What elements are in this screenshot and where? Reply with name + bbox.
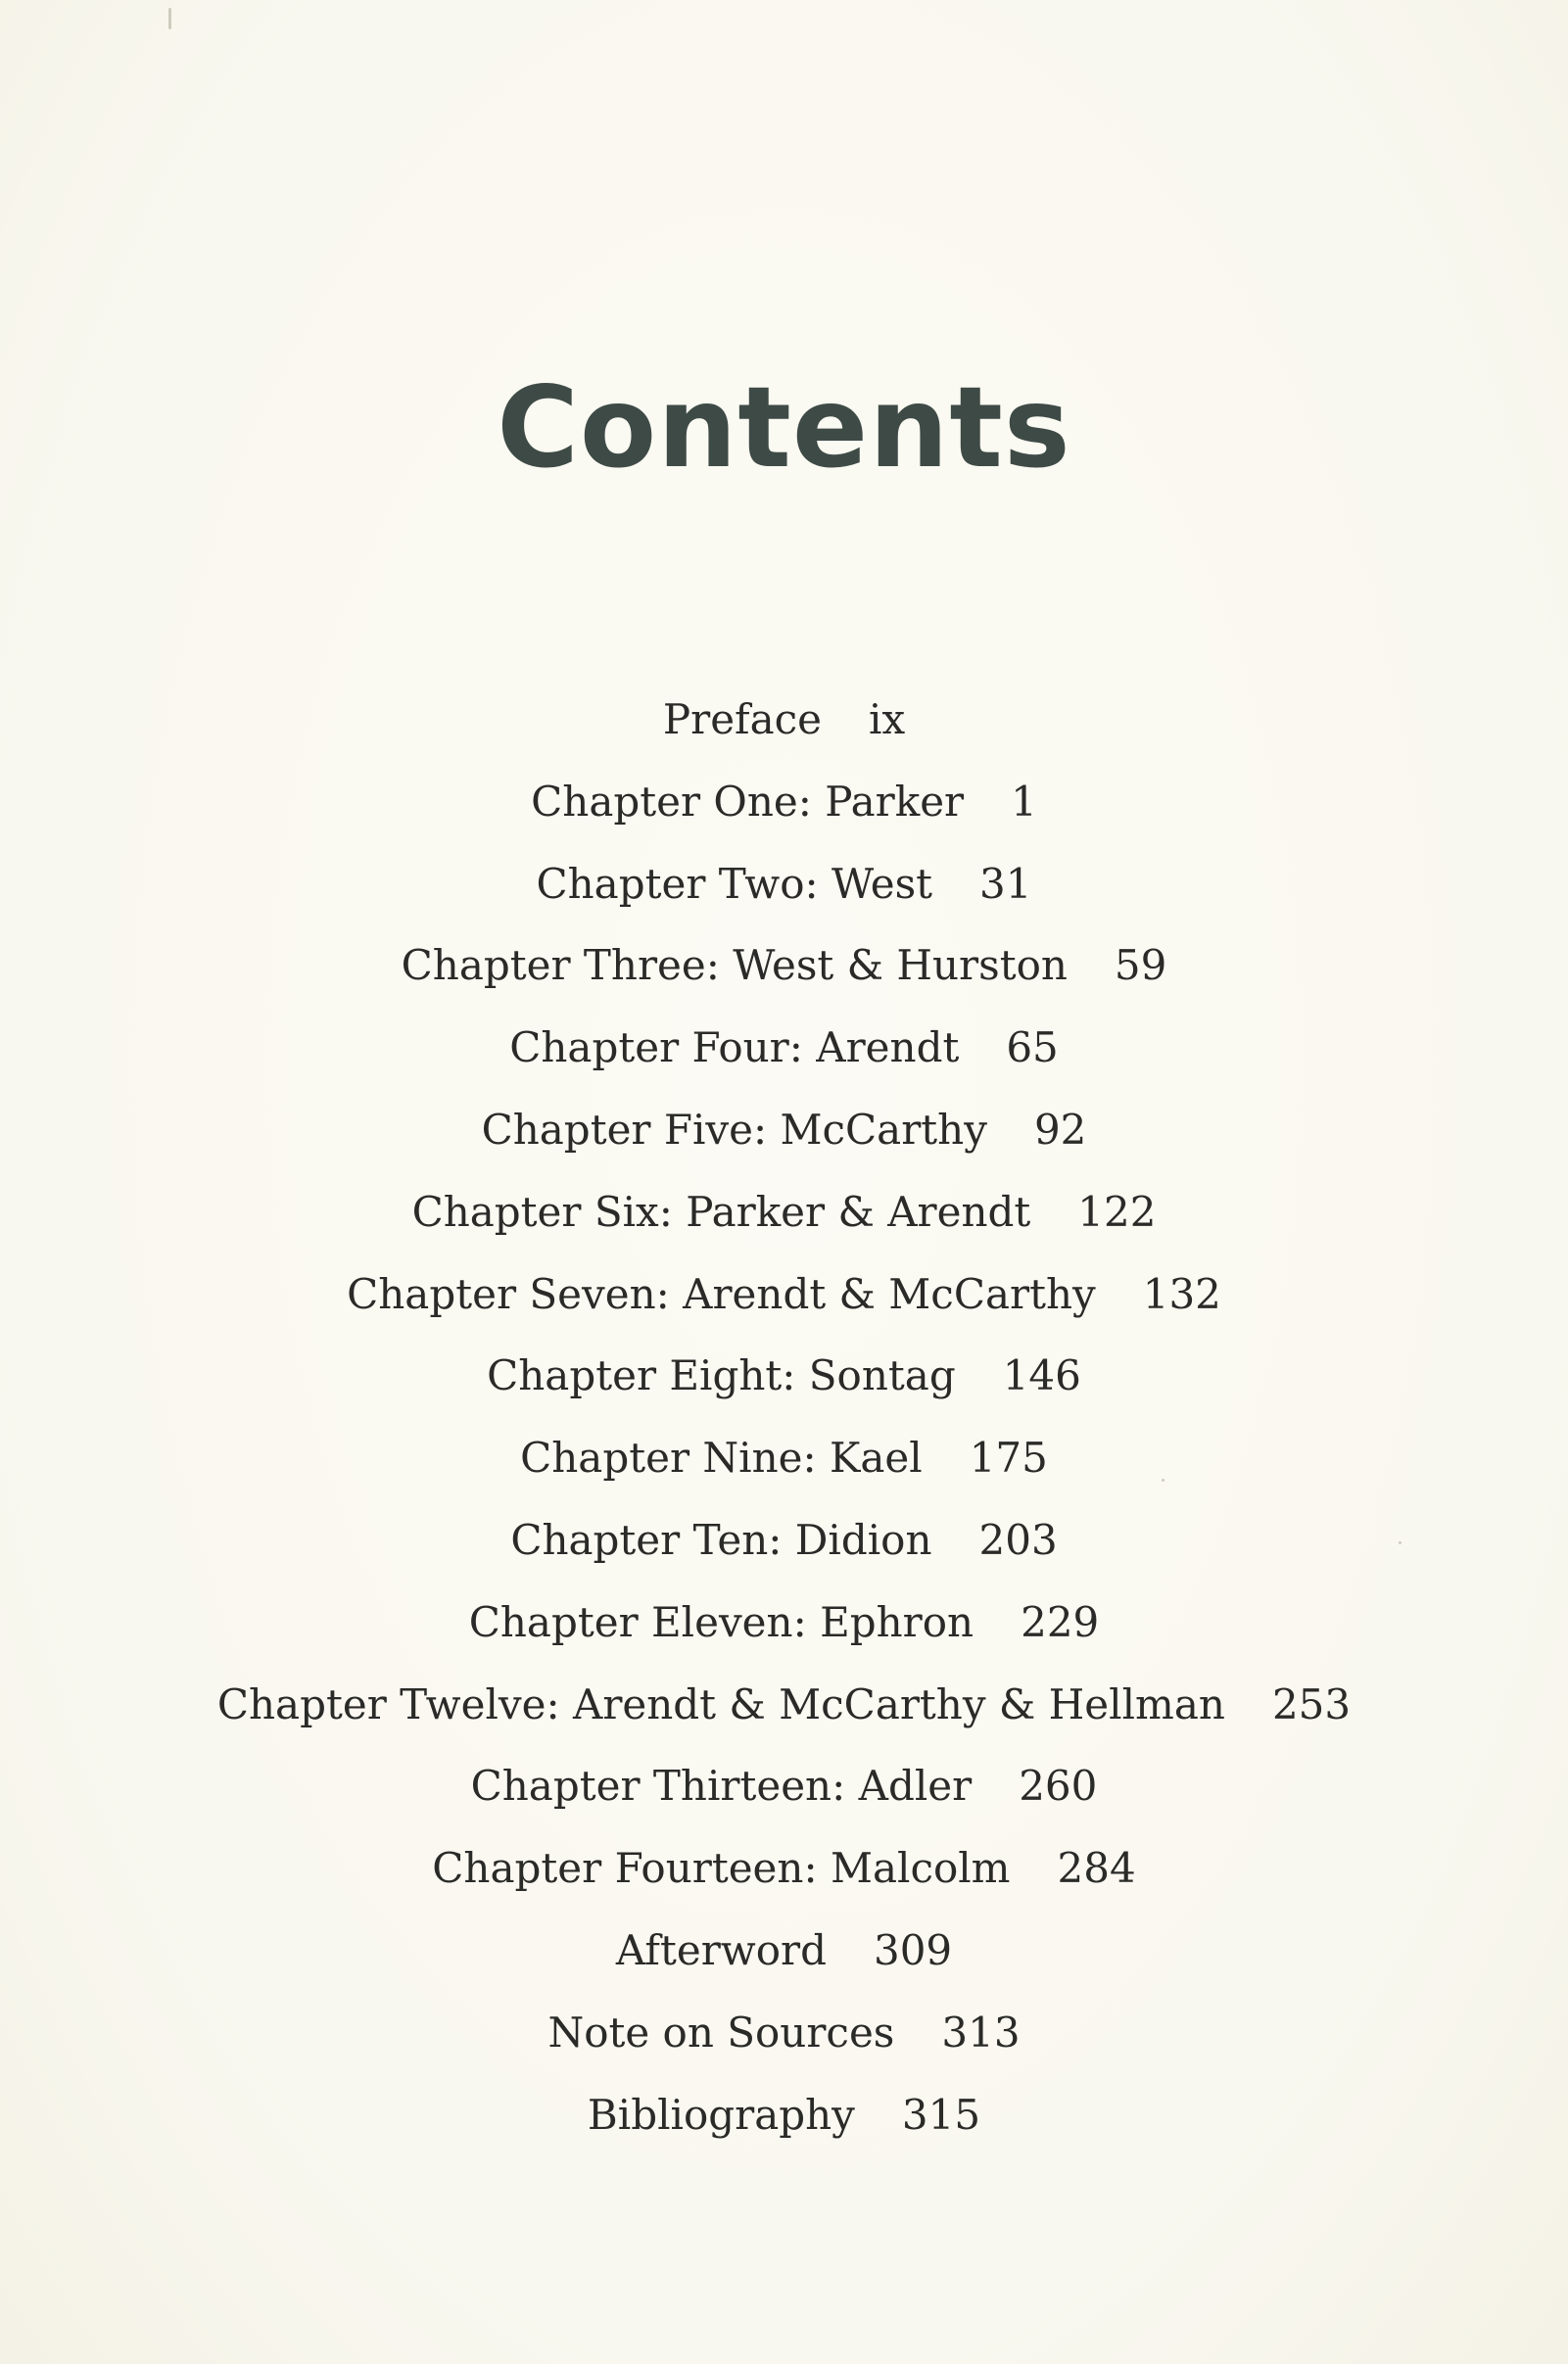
toc-entry-title: Chapter Nine: Kael xyxy=(520,1434,923,1483)
toc-entry-page: 122 xyxy=(1077,1187,1157,1236)
toc-entry-page: 253 xyxy=(1271,1679,1352,1728)
toc-entry-page: 260 xyxy=(1019,1762,1098,1811)
toc-entry-page: 229 xyxy=(1021,1597,1100,1646)
toc-entry xyxy=(0,1270,1568,1352)
toc-entry-title: Preface xyxy=(662,695,823,743)
toc-entry-page: 146 xyxy=(1002,1351,1081,1400)
toc-entry-page: 31 xyxy=(979,859,1032,908)
toc-entry-page: 59 xyxy=(1114,941,1167,990)
toc-entry-title: Chapter One: Parker xyxy=(531,777,965,826)
toc-entry-title: Chapter Six: Parker & Arendt xyxy=(411,1187,1031,1236)
toc-entry-title: Note on Sources xyxy=(547,2008,895,2057)
toc-entry-title: Chapter Seven: Arendt & McCarthy xyxy=(347,1269,1096,1318)
toc-entry xyxy=(0,1926,1568,2009)
toc-entry-page: 1 xyxy=(1011,777,1037,826)
toc-entry xyxy=(0,941,1568,1023)
toc-entry-title: Chapter Thirteen: Adler xyxy=(470,1762,973,1811)
toc-entry xyxy=(0,1680,1568,1763)
toc-entry-page: 315 xyxy=(901,2090,981,2139)
toc-entry-title: Chapter Three: West & Hurston xyxy=(401,941,1068,990)
paper-speck xyxy=(168,8,171,29)
toc-entry-title: Chapter Four: Arendt xyxy=(509,1023,960,1072)
toc-entry xyxy=(0,2091,1568,2173)
toc-entry-page: 284 xyxy=(1057,1844,1136,1893)
toc-entry-title: Bibliography xyxy=(587,2090,855,2139)
toc-entry xyxy=(0,1106,1568,1188)
toc-entry-page: 65 xyxy=(1006,1023,1059,1072)
toc-entry-page: 132 xyxy=(1142,1269,1221,1318)
toc-entry-title: Chapter Five: McCarthy xyxy=(481,1105,987,1154)
toc-entry xyxy=(0,778,1568,860)
toc-entry xyxy=(0,1762,1568,1844)
toc-entry-title: Chapter Eight: Sontag xyxy=(487,1351,956,1400)
toc-entry xyxy=(0,1351,1568,1434)
toc-entry xyxy=(0,1023,1568,1106)
toc-entry-page: 313 xyxy=(941,2008,1021,2057)
toc-entry-page: ix xyxy=(869,695,906,743)
toc-entry-title: Chapter Ten: Didion xyxy=(510,1515,932,1564)
toc-entry-page: 203 xyxy=(978,1515,1058,1564)
toc-entry xyxy=(0,695,1568,778)
toc-entry xyxy=(0,1516,1568,1598)
toc-entry xyxy=(0,1844,1568,1926)
toc-entry-title: Chapter Eleven: Ephron xyxy=(468,1597,974,1646)
toc-entry-page: 309 xyxy=(873,1925,953,1974)
toc-entry xyxy=(0,2009,1568,2091)
toc-entry xyxy=(0,1188,1568,1270)
toc-entry-page: 175 xyxy=(969,1434,1048,1483)
toc-entry xyxy=(0,1598,1568,1680)
toc-entry xyxy=(0,1434,1568,1516)
toc-entry-title: Chapter Two: West xyxy=(536,859,933,908)
toc-entry-title: Chapter Fourteen: Malcolm xyxy=(432,1844,1011,1893)
toc-entry-title: Afterword xyxy=(615,1925,827,1974)
toc-entry-title: Chapter Twelve: Arendt & McCarthy & Hellman xyxy=(216,1679,1225,1728)
page-title: Contents xyxy=(497,362,1071,493)
toc-entry xyxy=(0,860,1568,942)
toc-entry-page: 92 xyxy=(1033,1105,1087,1154)
table-of-contents xyxy=(0,695,1568,2172)
